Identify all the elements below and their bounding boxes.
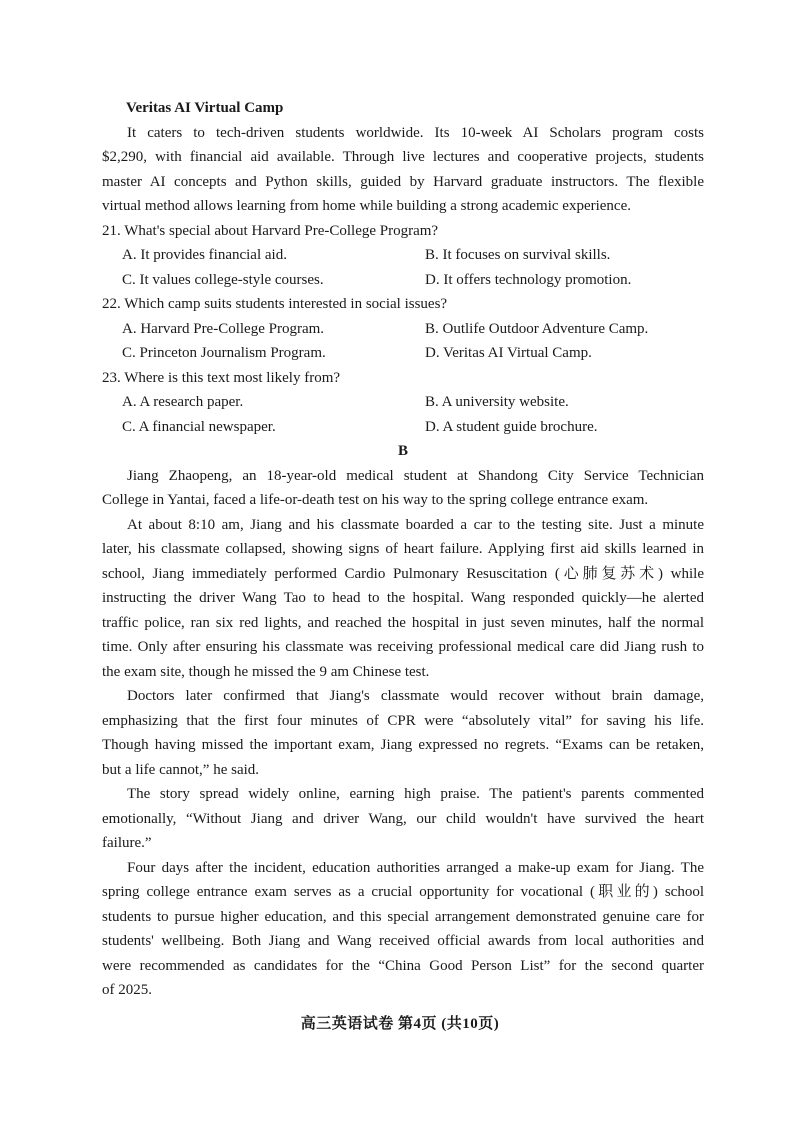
paragraph-line: At about 8:10 am, Jiang and his classmate boarded a car to the testing site. Just a minute [127, 516, 704, 533]
option-row [102, 243, 704, 268]
paragraph [102, 464, 704, 513]
passage-a-body [102, 121, 704, 219]
answer-option: D. Veritas AI Virtual Camp. [425, 345, 592, 361]
answer-option: C. A financial newspaper. [122, 418, 276, 435]
paragraph-line: students' wellbeing. Both Jiang and Wang received official awards from local authorities and [102, 933, 704, 949]
answer-option: C. Princeton Journalism Program. [122, 345, 326, 361]
paragraph [102, 856, 704, 1003]
paragraph-line: the exam site, though he missed the 9 am Chinese test. [102, 663, 430, 680]
paragraph-line: Four days after the incident, education authorities arranged a make-up exam for Jiang. The [127, 859, 704, 876]
paragraph-line: but a life cannot,” he said. [102, 761, 260, 778]
question [102, 219, 704, 293]
option-row [102, 268, 704, 293]
paragraph-line: emphasizing that the first four minutes of CPR were “absolutely vital” for saving his life. [102, 712, 704, 729]
option-row [102, 390, 704, 415]
paragraph-line: master AI concepts and Python skills, guided by Harvard graduate instructors. The flexible [102, 173, 704, 190]
questions [102, 219, 704, 440]
section-b-heading: B [397, 443, 408, 459]
paragraph-line: emotionally, “Without Jiang and driver Wang, our child wouldn't have survived the heart [102, 810, 704, 827]
paragraph-line: were recommended as candidates for the “China Good Person List” for the second quarter [102, 957, 704, 974]
answer-option: A. It provides financial aid. [122, 247, 287, 263]
paragraph-line: spring college entrance exam serves as a crucial opportunity for vocational (职业的) school [102, 884, 704, 900]
paragraph-line: virtual method allows learning from home while building a strong academic experience. [102, 198, 631, 214]
paragraph-line: College in Yantai, faced a life-or-death test on his way to the spring college entrance exam. [102, 492, 649, 508]
paragraph-line: Doctors later confirmed that Jiang's classmate would recover without brain damage, [127, 688, 704, 704]
paragraph-line: time. Only after ensuring his classmate was receiving professional medical care did Jiang rush to [102, 639, 704, 655]
answer-option: C. It values college-style courses. [122, 271, 324, 288]
answer-option: A. Harvard Pre-College Program. [122, 320, 325, 337]
question [102, 292, 704, 366]
paragraph [102, 684, 704, 782]
answer-option: D. A student guide brochure. [425, 418, 598, 435]
paragraph-line: Though having missed the important exam, Jiang expressed no regrets. “Exams can be retaken, [102, 737, 704, 753]
option-row [102, 317, 704, 342]
paragraph-line: Jiang Zhaopeng, an 18-year-old medical student at Shandong City Service Technician [127, 467, 704, 484]
option-row [102, 341, 704, 366]
paragraph [102, 782, 704, 856]
answer-option: B. Outlife Outdoor Adventure Camp. [425, 320, 649, 337]
exam-page [102, 96, 704, 1003]
answer-option: B. A university website. [425, 394, 569, 410]
passage-a-title: Veritas AI Virtual Camp [126, 100, 284, 116]
paragraph-line: later, his classmate collapsed, showing signs of heart failure. Applying first aid skills learned in [102, 541, 704, 557]
answer-option: D. It offers technology promotion. [425, 271, 632, 288]
passage-b-body [102, 464, 704, 1003]
answer-option: A. A research paper. [122, 394, 244, 410]
page-footer: 高三英语试卷 第4页 (共10页) [300, 1016, 500, 1032]
question-stem: 21. What's special about Harvard Pre-College Program? [102, 222, 439, 239]
paragraph-line: instructing the driver Wang Tao to head to the hospital. Wang responded quickly—he alerted [102, 590, 704, 606]
paragraph-line: students to pursue higher education, and this special arrangement demonstrated genuine care for [102, 908, 704, 925]
paragraph-line: The story spread widely online, earning high praise. The patient's parents commented [127, 786, 704, 802]
option-row [102, 415, 704, 440]
question [102, 366, 704, 440]
answer-option: B. It focuses on survival skills. [425, 247, 611, 263]
paragraph-line: It caters to tech-driven students worldwide. Its 10-week AI Scholars program costs [127, 124, 704, 141]
paragraph-line: failure.” [102, 835, 152, 851]
paragraph-line: traffic police, ran six red lights, and reached the hospital in just seven minutes, half the normal [102, 614, 704, 631]
paragraph-line: $2,290, with financial aid available. Through live lectures and cooperative projects, students [102, 149, 704, 165]
question-stem: 22. Which camp suits students interested in social issues? [102, 296, 448, 312]
question-stem: 23. Where is this text most likely from? [102, 369, 341, 386]
paragraph-line: school, Jiang immediately performed Cardio Pulmonary Resuscitation (心肺复苏术) while [102, 565, 704, 582]
paragraph [102, 513, 704, 685]
paragraph-line: of 2025. [102, 982, 152, 998]
